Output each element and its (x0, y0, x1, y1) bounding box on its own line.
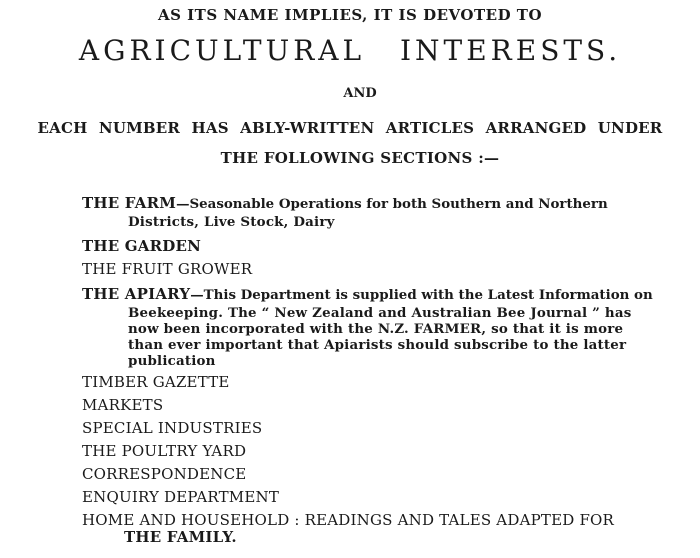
section-description-continued: THE FAMILY. (124, 528, 237, 546)
section-name: THE POULTRY YARD (82, 442, 247, 460)
section-the-farm (82, 194, 694, 230)
section-name: HOME AND HOUSEHOLD : READINGS AND TALES ADAPTED FOR (82, 511, 615, 529)
intro-line: AS ITS NAME IMPLIES, IT IS DEVOTED TO (157, 6, 543, 24)
section-description-continued: publication (128, 353, 216, 369)
section-fruit-grower (82, 259, 694, 279)
conjunction-line: AND (343, 86, 377, 101)
section-correspondence (82, 464, 694, 484)
section-description-continued: Districts, Live Stock, Dairy (128, 214, 335, 230)
section-name: TIMBER GAZETTE (82, 373, 230, 391)
section-name: MARKETS (82, 396, 164, 414)
articles-line: EACH NUMBER HAS ABLY-WRITTEN ARTICLES ARRANGED UNDER (37, 119, 663, 137)
section-name: THE FRUIT GROWER (82, 260, 253, 278)
sections-list (82, 194, 694, 545)
section-timber-gazette (82, 372, 694, 392)
section-description: —This Department is supplied with the Latest Information on (190, 287, 653, 303)
section-enquiry-department (82, 487, 694, 507)
headline: AGRICULTURAL INTERESTS. (78, 34, 622, 67)
section-description-continued: than ever important that Apiarists should subscribe to the latter (128, 337, 627, 353)
section-description-continued: now been incorporated with the N.Z. FARMER, so that it is more (128, 321, 624, 337)
sections-heading: THE FOLLOWING SECTIONS :— (220, 149, 500, 167)
section-description-continued: Beekeeping. The “ New Zealand and Australian Bee Journal ” has (128, 305, 632, 321)
section-poultry-yard (82, 441, 694, 461)
section-special-industries (82, 418, 694, 438)
section-name: THE FARM (82, 194, 177, 212)
section-name: THE APIARY (82, 285, 191, 303)
section-the-apiary (82, 285, 694, 369)
section-description: —Seasonable Operations for both Southern and Northern (176, 196, 608, 212)
section-name: ENQUIRY DEPARTMENT (82, 488, 280, 506)
section-name: CORRESPONDENCE (82, 465, 247, 483)
section-name: THE GARDEN (82, 237, 202, 255)
section-name: SPECIAL INDUSTRIES (82, 419, 263, 437)
section-the-garden (82, 237, 694, 256)
section-markets (82, 395, 694, 415)
section-home-and-household (82, 510, 694, 545)
